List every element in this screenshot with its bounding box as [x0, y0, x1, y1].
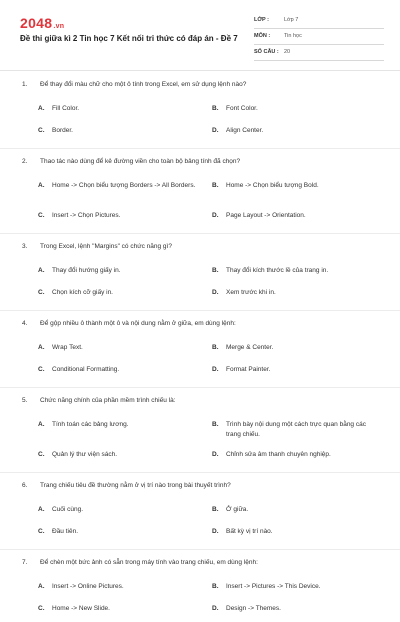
option-d[interactable] — [212, 288, 372, 298]
option-text: Home -> Chọn biểu tượng Borders -> All Borders. — [52, 182, 196, 189]
question-number: 5. — [22, 397, 28, 404]
option-c[interactable] — [38, 365, 198, 375]
question-number: 1. — [22, 81, 28, 88]
question-text — [0, 481, 400, 501]
question-number: 4. — [22, 320, 28, 327]
question-stem: Trong Excel, lệnh "Margins" có chức năng gì? — [40, 243, 172, 250]
meta-key: LỚP : — [254, 17, 269, 23]
option-letter: D. — [212, 366, 219, 373]
option-letter: B. — [212, 506, 219, 513]
option-a[interactable] — [38, 266, 198, 276]
option-b[interactable] — [212, 181, 372, 191]
question-text — [0, 319, 400, 339]
option-letter: B. — [212, 421, 219, 428]
option-letter: A. — [38, 182, 45, 189]
question-stem: Trang chiếu tiêu đề thường nằm ở vị trí nào trong bài thuyết trình? — [40, 482, 231, 489]
question-number: 3. — [22, 243, 28, 250]
question-text — [0, 242, 400, 262]
question-stem: Chức năng chính của phần mềm trình chiếu là: — [40, 397, 176, 404]
option-letter: D. — [212, 289, 219, 296]
question-number: 7. — [22, 559, 28, 566]
option-d[interactable] — [212, 365, 372, 375]
option-text: Insert -> Pictures -> This Device. — [226, 583, 321, 590]
option-d[interactable] — [212, 450, 372, 460]
meta-key: SỐ CÂU : — [254, 49, 279, 55]
options — [0, 578, 400, 622]
option-b[interactable] — [212, 420, 372, 440]
option-b[interactable] — [212, 266, 372, 276]
option-text: Ở giữa. — [226, 506, 249, 513]
logo-tld: .vn — [53, 23, 65, 30]
option-letter: B. — [212, 182, 219, 189]
option-letter: B. — [212, 344, 219, 351]
option-text: Bất kỳ vị trí nào. — [226, 528, 273, 535]
question-2 — [0, 157, 400, 234]
question-number: 6. — [22, 482, 28, 489]
option-a[interactable] — [38, 343, 198, 353]
option-letter: A. — [38, 506, 45, 513]
exam-meta — [254, 15, 384, 63]
option-a[interactable] — [38, 582, 198, 592]
option-b[interactable] — [212, 582, 372, 592]
question-stem: Để thay đổi màu chữ cho một ô tính trong Excel, em sử dụng lệnh nào? — [40, 81, 247, 88]
question-stem: Thao tác nào dùng để kẻ đường viền cho toàn bộ bảng tính đã chọn? — [40, 158, 241, 165]
question-divider — [0, 549, 400, 550]
option-text: Chỉnh sửa âm thanh chuyên nghiệp. — [226, 451, 331, 458]
option-text: Insert -> Online Pictures. — [52, 583, 124, 590]
option-letter: C. — [38, 528, 45, 535]
option-letter: C. — [38, 366, 45, 373]
option-text: Conditional Formatting. — [52, 366, 120, 373]
meta-value: Tin học — [284, 33, 302, 39]
options — [0, 177, 400, 229]
option-b[interactable] — [212, 343, 372, 353]
option-letter: A. — [38, 344, 45, 351]
option-text: Xem trước khi in. — [226, 289, 276, 296]
question-divider — [0, 387, 400, 388]
meta-key: MÔN : — [254, 33, 271, 39]
option-letter: D. — [212, 212, 219, 219]
site-logo[interactable] — [20, 15, 64, 31]
option-text: Đầu tiên. — [52, 528, 79, 535]
option-letter: B. — [212, 583, 219, 590]
option-letter: D. — [212, 605, 219, 612]
option-text: Cuối cùng. — [52, 506, 84, 513]
option-b[interactable] — [212, 505, 372, 515]
question-divider — [0, 310, 400, 311]
options — [0, 501, 400, 545]
question-divider — [0, 148, 400, 149]
option-a[interactable] — [38, 505, 198, 515]
option-letter: A. — [38, 583, 45, 590]
meta-value: 20 — [284, 49, 291, 55]
question-7 — [0, 558, 400, 622]
option-a[interactable] — [38, 420, 198, 430]
option-text: Thay đổi kích thước lề của trang in. — [226, 267, 329, 274]
option-b[interactable] — [212, 104, 372, 114]
option-c[interactable] — [38, 527, 198, 537]
option-text: Quản lý thư viện sách. — [52, 451, 118, 458]
option-text: Chọn kích cỡ giấy in. — [52, 289, 113, 296]
option-d[interactable] — [212, 126, 372, 136]
option-text: Align Center. — [226, 127, 264, 134]
option-text: Thay đổi hướng giấy in. — [52, 267, 121, 274]
question-6 — [0, 481, 400, 550]
option-letter: A. — [38, 105, 45, 112]
logo-text: 2048 — [20, 15, 53, 31]
option-a[interactable] — [38, 104, 198, 114]
question-text — [0, 157, 400, 177]
option-text: Fill Color. — [52, 105, 80, 112]
option-c[interactable] — [38, 126, 198, 136]
option-letter: C. — [38, 289, 45, 296]
question-list — [0, 80, 400, 622]
option-text: Design -> Themes. — [226, 605, 281, 612]
options — [0, 339, 400, 383]
question-3 — [0, 242, 400, 311]
option-text: Font Color. — [226, 105, 258, 112]
question-5 — [0, 396, 400, 473]
option-text: Wrap Text. — [52, 344, 83, 351]
option-d[interactable] — [212, 604, 372, 614]
options — [0, 262, 400, 306]
question-stem: Để gộp nhiều ô thành một ô và nội dung nằm ở giữa, em dùng lệnh: — [40, 320, 236, 327]
option-text: Merge & Center. — [226, 344, 274, 351]
meta-question-count — [254, 47, 384, 61]
option-letter: B. — [212, 267, 219, 274]
option-letter: C. — [38, 451, 45, 458]
question-text — [0, 558, 400, 578]
option-letter: B. — [212, 105, 219, 112]
option-letter: C. — [38, 127, 45, 134]
option-c[interactable] — [38, 450, 198, 460]
option-c[interactable] — [38, 288, 198, 298]
option-letter: D. — [212, 528, 219, 535]
option-c[interactable] — [38, 604, 198, 614]
option-text: Format Painter. — [226, 366, 271, 373]
option-text: Border. — [52, 127, 73, 134]
option-d[interactable] — [212, 527, 372, 537]
option-text: Insert -> Chọn Pictures. — [52, 212, 121, 219]
meta-value: Lớp 7 — [284, 17, 299, 23]
option-text: Home -> New Slide. — [52, 605, 110, 612]
question-4 — [0, 319, 400, 388]
page-header — [0, 0, 400, 70]
option-text: Tính toán các bảng lương. — [52, 421, 129, 428]
question-text — [0, 396, 400, 416]
question-stem: Để chèn một bức ảnh có sẵn trong máy tính vào trang chiếu, em dùng lệnh: — [40, 559, 258, 566]
option-c[interactable] — [38, 211, 198, 221]
option-text: Home -> Chọn biểu tượng Bold. — [226, 182, 319, 189]
option-letter: A. — [38, 267, 45, 274]
header-divider — [0, 70, 400, 71]
option-letter: D. — [212, 127, 219, 134]
option-letter: C. — [38, 605, 45, 612]
option-letter: A. — [38, 421, 45, 428]
options — [0, 416, 400, 468]
question-1 — [0, 80, 400, 149]
option-a[interactable] — [38, 181, 198, 191]
page-title: Đề thi giữa kì 2 Tin học 7 Kết nối tri thức có đáp án - Đề 7 — [20, 34, 238, 43]
option-text: Trình bày nội dung một cách trực quan bằng các trang chiếu. — [226, 421, 366, 438]
meta-subject — [254, 31, 384, 45]
option-d[interactable] — [212, 211, 372, 221]
options — [0, 100, 400, 144]
option-letter: C. — [38, 212, 45, 219]
question-number: 2. — [22, 158, 28, 165]
question-divider — [0, 472, 400, 473]
option-text: Page Layout -> Orientation. — [226, 212, 306, 219]
question-divider — [0, 233, 400, 234]
option-letter: D. — [212, 451, 219, 458]
question-text — [0, 80, 400, 100]
meta-class — [254, 15, 384, 29]
